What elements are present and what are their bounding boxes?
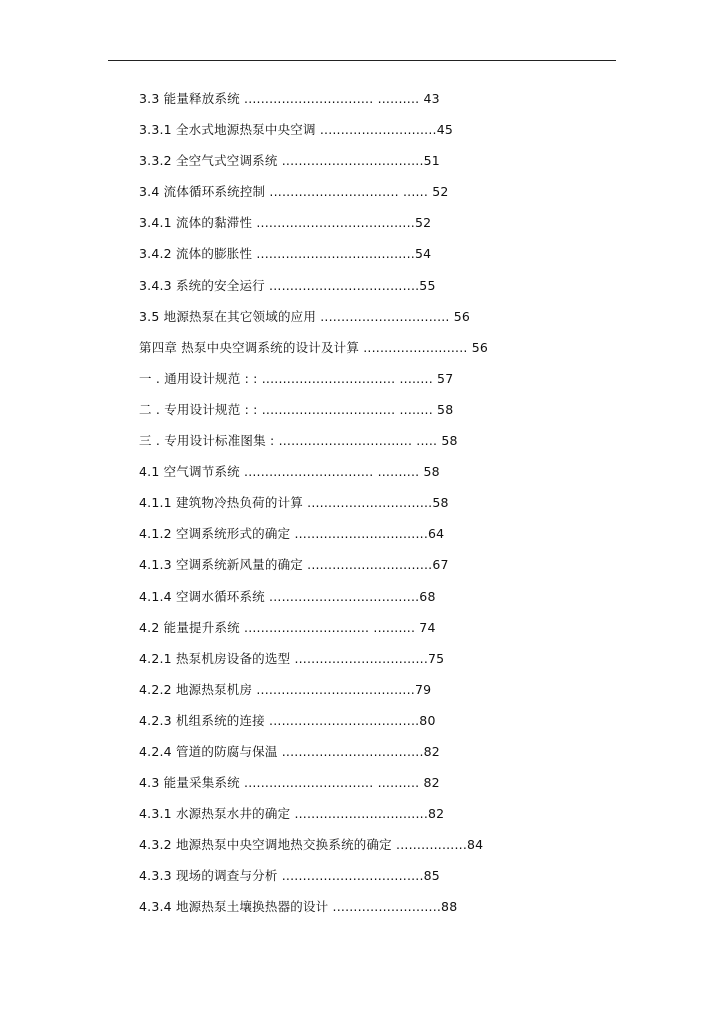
toc-entry: 4.1.2 空调系统形式的确定 ................................64 — [139, 526, 445, 542]
table-of-contents — [139, 88, 619, 928]
toc-entry: 3.4.3 系统的安全运行 ....................................55 — [139, 277, 436, 293]
toc-entry: 4.2.4 管道的防腐与保温 ..................................82 — [139, 743, 440, 759]
toc-entry: 4.3.4 地源热泵土壤换热器的设计 ..........................88 — [139, 899, 458, 915]
toc-entry: 三 . 专用设计标准图集 : ................................ ..... 58 — [139, 433, 458, 449]
toc-entry: 4.1.1 建筑物冷热负荷的计算 ..............................58 — [139, 495, 449, 511]
toc-entry: 4.1.3 空调系统新风量的确定 ..............................67 — [139, 557, 449, 573]
toc-entry: 3.4.1 流体的黏滞性 ......................................52 — [139, 215, 432, 231]
toc-entry: 4.3.2 地源热泵中央空调地热交换系统的确定 .................84 — [139, 837, 484, 853]
toc-entry: 4.2.2 地源热泵机房 ......................................79 — [139, 681, 432, 697]
toc-entry: 4.3.3 现场的调查与分析 ..................................85 — [139, 868, 440, 884]
header-rule — [108, 60, 616, 61]
toc-entry: 第四章 热泵中央空调系统的设计及计算 ......................... 56 — [139, 339, 489, 355]
toc-entry: 4.2.3 机组系统的连接 ....................................80 — [139, 712, 436, 728]
toc-entry: 4.1 空气调节系统 ............................... .......... 58 — [139, 464, 440, 480]
toc-entry: 3.5 地源热泵在其它领域的应用 ............................... 56 — [139, 308, 471, 324]
toc-entry: 3.4 流体循环系统控制 ............................... ...... 52 — [139, 184, 449, 200]
toc-entry: 二 . 专用设计规范 : : ................................ ........ 58 — [139, 401, 454, 417]
toc-entry: 4.3 能量采集系统 ............................... .......... 82 — [139, 775, 440, 791]
toc-entry: 一 . 通用设计规范 : : ................................ ........ 57 — [139, 370, 454, 386]
toc-entry: 4.1.4 空调水循环系统 ....................................68 — [139, 588, 436, 604]
toc-entry: 3.3.1 全水式地源热泵中央空调 ............................45 — [139, 122, 454, 138]
toc-entry: 3.4.2 流体的膨胀性 ......................................54 — [139, 246, 432, 262]
toc-entry: 4.3.1 水源热泵水井的确定 ................................82 — [139, 806, 445, 822]
toc-entry: 4.2.1 热泵机房设备的选型 ................................75 — [139, 650, 445, 666]
toc-entry: 3.3.2 全空气式空调系统 ..................................51 — [139, 153, 440, 169]
toc-entry: 4.2 能量提升系统 .............................. .......... 74 — [139, 619, 436, 635]
toc-entry: 3.3 能量释放系统 ............................... .......... 43 — [139, 91, 440, 106]
